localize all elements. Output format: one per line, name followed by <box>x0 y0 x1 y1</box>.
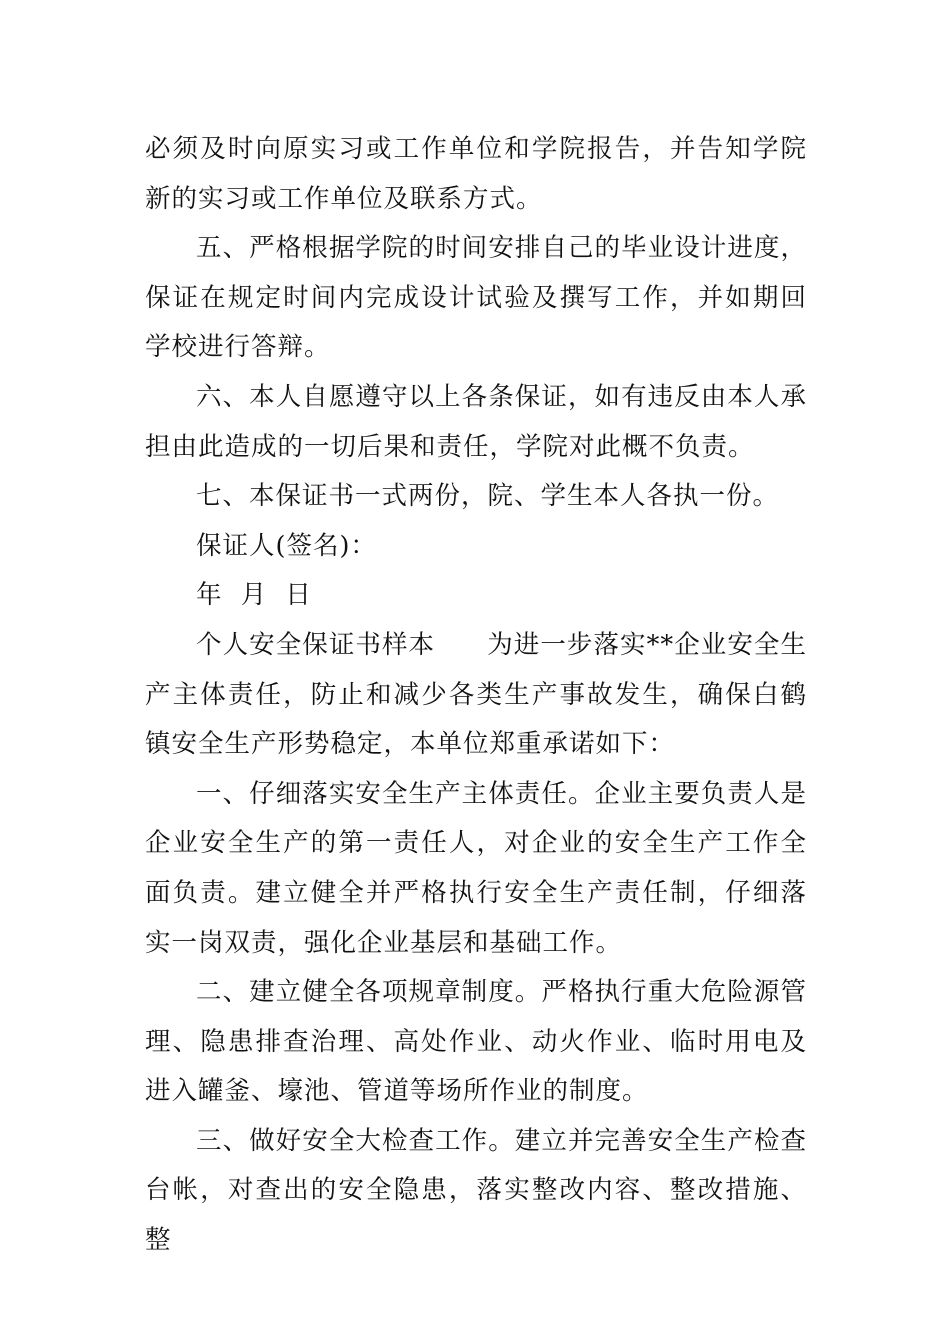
paragraph-continuation: 必须及时向原实习或工作单位和学院报告，并告知学院新的实习或工作单位及联系方式。 <box>145 134 807 214</box>
section-title: 个人安全保证书样本 <box>196 629 436 660</box>
paragraph-commitment-2: 二、建立健全各项规章制度。严格执行重大危险源管理、隐患排查治理、高处作业、动火作业、临时用电及进入罐釜、壕池、管道等场所作业的制度。 <box>145 977 807 1107</box>
signature-line: 保证人(签名)： <box>196 530 377 561</box>
paragraph-commitment-1: 一、仔细落实安全生产主体责任。企业主要负责人是企业安全生产的第一责任人，对企业的安全生产工作全面负责。建立健全并严格执行安全生产责任制，仔细落实一岗双责，强化企业基层和基础工作。 <box>145 778 807 958</box>
paragraph-item-5: 五、严格根据学院的时间安排自己的毕业设计进度，保证在规定时间内完成设计试验及撰写工作，并如期回学校进行答辩。 <box>145 233 807 363</box>
paragraph-item-7: 七、本保证书一式两份，院、学生本人各执一份。 <box>196 481 780 512</box>
section-intro: 为进一步落实**企业安全生产主体责任，防止和减少各类生产事故发生，确保白鹤镇安全生产形势稳定，本单位郑重承诺如下： <box>145 629 807 760</box>
paragraph-commitment-3: 三、做好安全大检查工作。建立并完善安全生产检查台帐，对查出的安全隐患，落实整改内容、整改措施、整 <box>145 1125 807 1256</box>
document-body <box>145 125 807 1266</box>
date-line: 年 月 日 <box>196 580 312 611</box>
paragraph-item-6: 六、本人自愿遵守以上各条保证，如有违反由本人承担由此造成的一切后果和责任，学院对此概不负责。 <box>145 381 807 462</box>
section-intro-paragraph <box>145 621 807 770</box>
